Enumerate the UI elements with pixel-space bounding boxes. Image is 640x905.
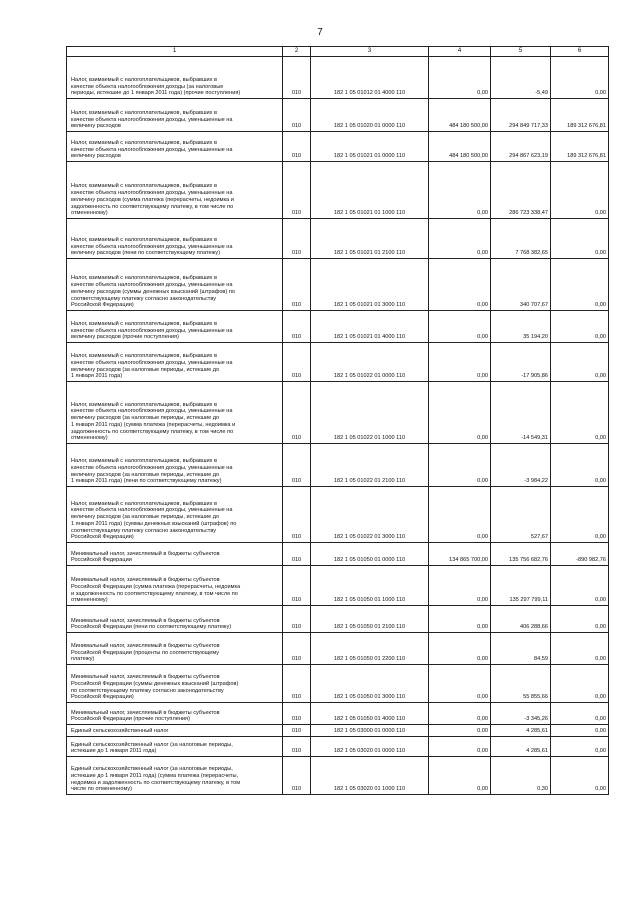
row-code-cell: 010 [283,99,311,132]
approved-amount-cell: 0,00 [429,343,491,382]
row-kbk-cell: 182 1 05 01021 01 4000 110 [311,311,429,343]
row-name-cell: Налог, взимаемый с налогоплательщиков, выбравших в качестве объекта налогообложения доходы, уменьшенные на величину расходов (за налоговые периоды, истекшие до 1 января 2011 года) (пени по соответствующему платежу) [67,444,283,487]
row-kbk-cell: 182 1 05 03000 01 0000 110 [311,725,429,737]
approved-amount-cell: 0,00 [429,162,491,219]
row-code-cell: 010 [283,566,311,606]
executed-amount-cell: -14 549,31 [491,382,551,444]
row-kbk-cell: 182 1 05 03020 01 0000 110 [311,737,429,757]
unexecuted-amount-cell: 0,00 [551,725,609,737]
row-name-cell: Налог, взимаемый с налогоплательщиков, выбравших в качестве объекта налогообложения доходы, уменьшенные на величину расходов (пени по соответствующему платежу) [67,219,283,259]
approved-amount-cell: 0,00 [429,487,491,543]
unexecuted-amount-cell: 0,00 [551,57,609,99]
row-kbk-cell: 182 1 05 01050 01 2200 110 [311,633,429,665]
row-code-cell: 010 [283,57,311,99]
executed-amount-cell: 0,30 [491,757,551,795]
unexecuted-amount-cell: 0,00 [551,757,609,795]
row-kbk-cell: 182 1 05 03020 01 1000 110 [311,757,429,795]
row-name-cell: Минимальный налог, зачисляемый в бюджеты субъектов Российской Федерации (суммы денежных взысканий (штрафов) по соответствующему платежу согласно законодательству Российской Федерации) [67,665,283,703]
row-name-cell: Налог, взимаемый с налогоплательщиков, выбравших в качестве объекта налогообложения доходы, уменьшенные на величину расходов [67,132,283,162]
executed-amount-cell: 406 288,66 [491,606,551,633]
row-kbk-cell: 182 1 05 01050 01 1000 110 [311,566,429,606]
row-code-cell: 010 [283,633,311,665]
executed-amount-cell: 135 756 682,76 [491,543,551,566]
executed-amount-cell: -5,49 [491,57,551,99]
unexecuted-amount-cell: 0,00 [551,444,609,487]
executed-amount-cell: 294 849 717,33 [491,99,551,132]
unexecuted-amount-cell: 189 312 676,81 [551,99,609,132]
executed-amount-cell: 340 707,67 [491,259,551,311]
row-kbk-cell: 182 1 05 01021 01 1000 110 [311,162,429,219]
executed-amount-cell: 286 723 338,47 [491,162,551,219]
row-name-cell: Налог, взимаемый с налогоплательщиков, выбравших в качестве объекта налогообложения доходы, уменьшенные на величину расходов (за налоговые периоды, истекшие до 1 января 2011 года) (сумма платежа (перерасчеты, недоимка и задолженность по соответствующему платежу, в том числе по отмененному) [67,382,283,444]
approved-amount-cell: 0,00 [429,219,491,259]
column-header: 4 [429,47,491,57]
unexecuted-amount-cell: 189 312 676,81 [551,132,609,162]
approved-amount-cell: 0,00 [429,259,491,311]
revenue-table [66,46,609,795]
executed-amount-cell: 135 297 799,11 [491,566,551,606]
table-row [67,757,609,795]
row-name-cell: Налог, взимаемый с налогоплательщиков, выбравших в качестве объекта налогообложения доходы, уменьшенные на величину расходов (прочие поступления) [67,311,283,343]
unexecuted-amount-cell: 0,00 [551,162,609,219]
row-kbk-cell: 182 1 05 01012 01 4000 110 [311,57,429,99]
row-code-cell: 010 [283,757,311,795]
unexecuted-amount-cell: 0,00 [551,737,609,757]
row-code-cell: 010 [283,703,311,725]
row-name-cell: Минимальный налог, зачисляемый в бюджеты субъектов Российской Федерации (прочие поступления) [67,703,283,725]
approved-amount-cell: 0,00 [429,633,491,665]
row-code-cell: 010 [283,311,311,343]
row-code-cell: 010 [283,444,311,487]
row-name-cell: Минимальный налог, зачисляемый в бюджеты субъектов Российской Федерации (пени по соответствующему платежу) [67,606,283,633]
approved-amount-cell: 484 180 500,00 [429,132,491,162]
approved-amount-cell: 0,00 [429,382,491,444]
table-body [67,57,609,795]
row-code-cell: 010 [283,162,311,219]
row-code-cell: 010 [283,606,311,633]
row-kbk-cell: 182 1 05 01050 01 4000 110 [311,703,429,725]
row-kbk-cell: 182 1 05 01022 01 3000 110 [311,487,429,543]
row-kbk-cell: 182 1 05 01021 01 3000 110 [311,259,429,311]
row-code-cell: 010 [283,487,311,543]
table-row [67,162,609,219]
executed-amount-cell: 84,59 [491,633,551,665]
executed-amount-cell: -3 345,26 [491,703,551,725]
unexecuted-amount-cell: 0,00 [551,219,609,259]
executed-amount-cell: -3 984,22 [491,444,551,487]
executed-amount-cell: 4 285,61 [491,737,551,757]
approved-amount-cell: 0,00 [429,606,491,633]
column-header: 2 [283,47,311,57]
row-name-cell: Единый сельскохозяйственный налог (за налоговые периоды, истекшие до 1 января 2011 года) (сумма платежа (перерасчеты, недоимка и задолженность по соответствующему платежу, в том числе по отмененному) [67,757,283,795]
row-kbk-cell: 182 1 05 01050 01 3000 110 [311,665,429,703]
table-row [67,259,609,311]
row-kbk-cell: 182 1 05 01021 01 0000 110 [311,132,429,162]
executed-amount-cell: 294 867 623,19 [491,132,551,162]
row-code-cell: 010 [283,543,311,566]
unexecuted-amount-cell: 0,00 [551,566,609,606]
row-code-cell: 010 [283,219,311,259]
table-row [67,57,609,99]
executed-amount-cell: 4 285,61 [491,725,551,737]
row-name-cell: Налог, взимаемый с налогоплательщиков, выбравших в качестве объекта налогообложения доходы, уменьшенные на величину расходов (суммы денежных взысканий (штрафов) по соответствующему платежу согласно законодательству Российской Федерации) [67,259,283,311]
row-code-cell: 010 [283,132,311,162]
approved-amount-cell: 134 865 700,00 [429,543,491,566]
row-kbk-cell: 182 1 05 01050 01 2100 110 [311,606,429,633]
column-header: 3 [311,47,429,57]
executed-amount-cell: 55 855,66 [491,665,551,703]
unexecuted-amount-cell: 0,00 [551,606,609,633]
unexecuted-amount-cell: 0,00 [551,665,609,703]
table-row [67,725,609,737]
row-name-cell: Налог, взимаемый с налогоплательщиков, выбравших в качестве объекта налогообложения доходы, уменьшенные на величину расходов [67,99,283,132]
table-row [67,543,609,566]
table-row [67,444,609,487]
approved-amount-cell: 0,00 [429,566,491,606]
row-kbk-cell: 182 1 05 01050 01 0000 110 [311,543,429,566]
unexecuted-amount-cell: 0,00 [551,343,609,382]
row-code-cell: 010 [283,382,311,444]
row-code-cell: 010 [283,343,311,382]
approved-amount-cell: 0,00 [429,757,491,795]
table-row [67,311,609,343]
table-row [67,566,609,606]
row-code-cell: 010 [283,259,311,311]
table-row [67,703,609,725]
page-number: 7 [317,27,323,38]
executed-amount-cell: -17 905,86 [491,343,551,382]
row-kbk-cell: 182 1 05 01020 01 0000 110 [311,99,429,132]
executed-amount-cell: 7 768 382,65 [491,219,551,259]
column-header: 6 [551,47,609,57]
row-name-cell: Минимальный налог, зачисляемый в бюджеты субъектов Российской Федерации (сумма платежа (перерасчеты, недоимка и задолженность по соответствующему платежу, в том числе по отмененному) [67,566,283,606]
table-row [67,487,609,543]
table-row [67,343,609,382]
row-kbk-cell: 182 1 05 01021 01 2100 110 [311,219,429,259]
row-name-cell: Налог, взимаемый с налогоплательщиков, выбравших в качестве объекта налогообложения доходы (за налоговые периоды, истекшие до 1 января 2011 года) (прочие поступления) [67,57,283,99]
table-row [67,99,609,132]
row-code-cell: 010 [283,665,311,703]
unexecuted-amount-cell: 0,00 [551,259,609,311]
row-name-cell: Налог, взимаемый с налогоплательщиков, выбравших в качестве объекта налогообложения доходы, уменьшенные на величину расходов (сумма платежа (перерасчеты, недоимка и задолженность по соответствующему платежу, в том числе по отмененному) [67,162,283,219]
column-number-row [67,47,609,57]
row-name-cell: Единый сельскохозяйственный налог [67,725,283,737]
row-name-cell: Минимальный налог, зачисляемый в бюджеты субъектов Российской Федерации (проценты по соответствующему платежу) [67,633,283,665]
table-row [67,219,609,259]
column-header: 5 [491,47,551,57]
row-code-cell: 010 [283,725,311,737]
approved-amount-cell: 0,00 [429,737,491,757]
table-row [67,737,609,757]
approved-amount-cell: 0,00 [429,725,491,737]
approved-amount-cell: 0,00 [429,444,491,487]
row-name-cell: Минимальный налог, зачисляемый в бюджеты субъектов Российской Федерации [67,543,283,566]
table-row [67,633,609,665]
column-header: 1 [67,47,283,57]
table-row [67,606,609,633]
executed-amount-cell: 35 194,20 [491,311,551,343]
row-name-cell: Налог, взимаемый с налогоплательщиков, выбравших в качестве объекта налогообложения доходы, уменьшенные на величину расходов (за налоговые периоды, истекшие до 1 января 2011 года) (суммы денежных взысканий (штрафов) по соответствующему платежу согласно законодательству Российской Федерации) [67,487,283,543]
row-name-cell: Единый сельскохозяйственный налог (за налоговые периоды, истекшие до 1 января 2011 года) [67,737,283,757]
row-code-cell: 010 [283,737,311,757]
row-kbk-cell: 182 1 05 01022 01 0000 110 [311,343,429,382]
executed-amount-cell: 527,67 [491,487,551,543]
unexecuted-amount-cell: -890 982,76 [551,543,609,566]
row-kbk-cell: 182 1 05 01022 01 2100 110 [311,444,429,487]
row-kbk-cell: 182 1 05 01022 01 1000 110 [311,382,429,444]
approved-amount-cell: 0,00 [429,665,491,703]
approved-amount-cell: 484 180 500,00 [429,99,491,132]
approved-amount-cell: 0,00 [429,57,491,99]
approved-amount-cell: 0,00 [429,703,491,725]
unexecuted-amount-cell: 0,00 [551,311,609,343]
table-row [67,665,609,703]
table-row [67,132,609,162]
unexecuted-amount-cell: 0,00 [551,703,609,725]
unexecuted-amount-cell: 0,00 [551,633,609,665]
table-row [67,382,609,444]
unexecuted-amount-cell: 0,00 [551,487,609,543]
row-name-cell: Налог, взимаемый с налогоплательщиков, выбравших в качестве объекта налогообложения доходы, уменьшенные на величину расходов (за налоговые периоды, истекшие до 1 января 2011 года) [67,343,283,382]
unexecuted-amount-cell: 0,00 [551,382,609,444]
approved-amount-cell: 0,00 [429,311,491,343]
